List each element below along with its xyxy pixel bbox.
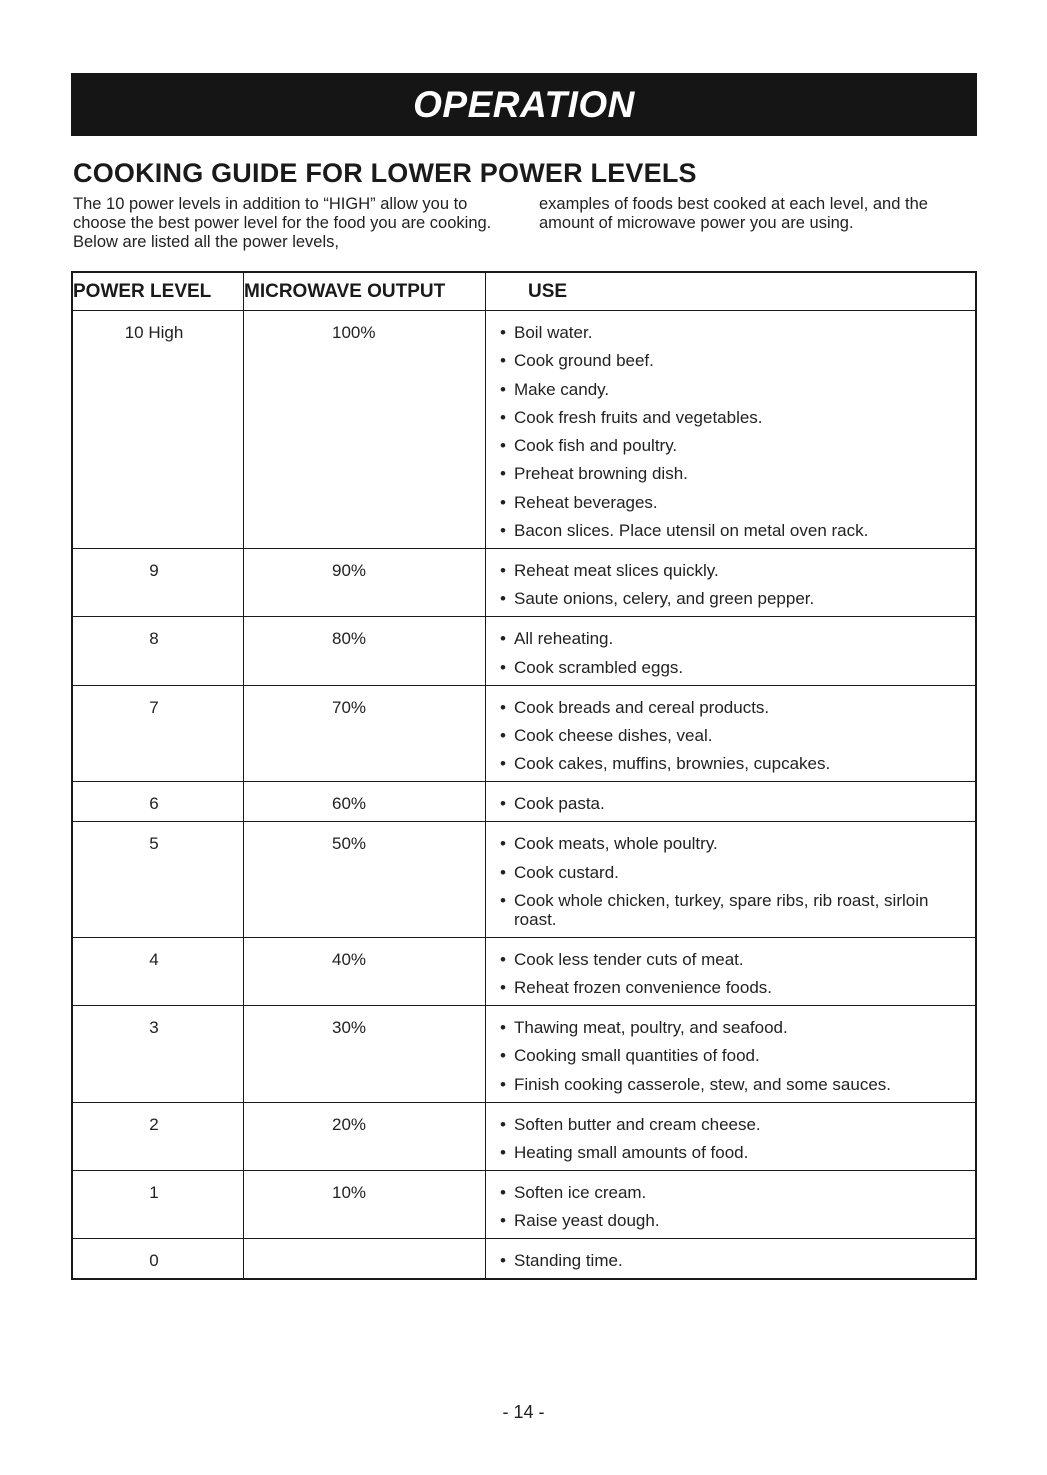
bullet-icon: • <box>500 379 506 399</box>
use-list <box>486 686 975 782</box>
power-level-cell <box>72 1006 244 1103</box>
use-cell <box>486 1239 977 1280</box>
header-use: USE <box>486 272 977 311</box>
power-level-value: 1 <box>149 1183 159 1203</box>
use-text: Heating small amounts of food. <box>514 1143 749 1163</box>
intro-text-right: examples of foods best cooked at each level, and the amount of microwave power you are using. <box>539 195 928 232</box>
power-level-value: 8 <box>149 629 159 649</box>
use-cell <box>486 685 977 782</box>
bullet-icon: • <box>500 492 506 512</box>
power-level-value: 7 <box>149 697 159 717</box>
use-item <box>500 950 975 969</box>
use-item <box>500 1115 975 1134</box>
table-row <box>72 617 976 685</box>
use-text: Standing time. <box>514 1251 623 1271</box>
use-text: Finish cooking casserole, stew, and some sauces. <box>514 1074 892 1094</box>
use-cell <box>486 822 977 938</box>
use-text: Cook scrambled eggs. <box>514 657 684 677</box>
use-text: Raise yeast dough. <box>514 1211 660 1231</box>
power-level-cell <box>72 685 244 782</box>
bullet-icon: • <box>500 697 506 717</box>
intro-text-left: The 10 power levels in addition to “HIGH” allow you to choose the best power level for the food you are cooking. Below are listed all the power levels, <box>73 195 492 251</box>
use-text: Reheat frozen convenience foods. <box>514 978 773 998</box>
header-microwave-output: MICROWAVE OUTPUT <box>244 272 486 311</box>
table-row <box>72 1102 976 1170</box>
bullet-icon: • <box>500 1074 506 1094</box>
microwave-output-value: 30% <box>332 1018 367 1038</box>
power-level-value: 6 <box>149 794 159 814</box>
bullet-icon: • <box>500 521 506 541</box>
microwave-output-cell <box>244 822 486 938</box>
power-level-value: 0 <box>149 1251 159 1271</box>
use-text: Preheat browning dish. <box>514 464 688 484</box>
microwave-output-value: 40% <box>332 949 367 969</box>
use-list <box>486 1171 975 1238</box>
power-level-cell <box>72 822 244 938</box>
section-banner <box>71 73 977 136</box>
bullet-icon: • <box>500 949 506 969</box>
bullet-icon: • <box>500 1211 506 1231</box>
use-list <box>486 617 975 684</box>
power-level-value: 3 <box>149 1018 159 1038</box>
use-item <box>500 493 975 512</box>
use-item <box>500 658 975 677</box>
use-cell <box>486 782 977 822</box>
power-level-value: 5 <box>149 834 159 854</box>
bullet-icon: • <box>500 351 506 371</box>
page-heading: COOKING GUIDE FOR LOWER POWER LEVELS <box>73 158 697 188</box>
table-row <box>72 311 976 549</box>
power-level-cell <box>72 1239 244 1280</box>
power-level-cell <box>72 1102 244 1170</box>
table-row <box>72 782 976 822</box>
use-text: Cook ground beef. <box>514 351 654 371</box>
use-item <box>500 589 975 608</box>
table-row <box>72 685 976 782</box>
table-row <box>72 937 976 1005</box>
table-row <box>72 1239 976 1280</box>
bullet-icon: • <box>500 1018 506 1038</box>
use-text: Saute onions, celery, and green pepper. <box>514 589 815 609</box>
power-level-table <box>71 271 977 1280</box>
bullet-icon: • <box>500 657 506 677</box>
use-text: Bacon slices. Place utensil on metal oven rack. <box>514 521 869 541</box>
use-cell <box>486 311 977 549</box>
power-level-cell <box>72 549 244 617</box>
power-level-cell <box>72 782 244 822</box>
microwave-output-cell <box>244 1171 486 1239</box>
use-item <box>500 1143 975 1162</box>
table-header-row <box>72 272 976 311</box>
power-level-value: 10 High <box>124 323 184 342</box>
microwave-output-value: 90% <box>332 561 367 581</box>
use-list <box>486 549 975 616</box>
use-list <box>486 1239 975 1278</box>
power-level-cell <box>72 311 244 549</box>
microwave-output-value: 100% <box>332 323 376 342</box>
use-list <box>486 1103 975 1170</box>
bullet-icon: • <box>500 1114 506 1134</box>
bullet-icon: • <box>500 794 506 814</box>
bullet-icon: • <box>500 978 506 998</box>
use-item <box>500 891 975 929</box>
microwave-output-value: 10% <box>332 1183 367 1203</box>
bullet-icon: • <box>500 1251 506 1271</box>
header-power-level: POWER LEVEL <box>72 272 244 311</box>
use-item <box>500 754 975 773</box>
use-item <box>500 380 975 399</box>
use-cell <box>486 1006 977 1103</box>
use-text: Cook cheese dishes, veal. <box>514 725 713 745</box>
bullet-icon: • <box>500 629 506 649</box>
microwave-output-cell <box>244 1239 486 1280</box>
use-item <box>500 521 975 540</box>
microwave-output-cell <box>244 685 486 782</box>
use-item <box>500 629 975 648</box>
use-text: Cook cakes, muffins, brownies, cupcakes. <box>514 754 831 774</box>
power-level-cell <box>72 617 244 685</box>
use-item <box>500 351 975 370</box>
use-item <box>500 408 975 427</box>
microwave-output-value: 20% <box>332 1114 367 1134</box>
use-text: Thawing meat, poultry, and seafood. <box>514 1018 788 1038</box>
use-item <box>500 1211 975 1230</box>
use-text: Boil water. <box>514 323 593 342</box>
microwave-output-value: 50% <box>332 834 367 854</box>
power-level-value: 2 <box>149 1114 159 1134</box>
use-item <box>500 978 975 997</box>
microwave-output-cell <box>244 1102 486 1170</box>
use-cell <box>486 937 977 1005</box>
use-cell <box>486 549 977 617</box>
bullet-icon: • <box>500 834 506 854</box>
use-text: Reheat beverages. <box>514 492 658 512</box>
use-list <box>486 1006 975 1102</box>
microwave-output-value <box>244 1239 485 1251</box>
microwave-output-value: 60% <box>332 794 367 814</box>
bullet-icon: • <box>500 464 506 484</box>
page-number: - 14 - <box>502 1402 545 1422</box>
use-cell <box>486 1102 977 1170</box>
power-level-value: 9 <box>149 561 159 581</box>
use-item <box>500 863 975 882</box>
bullet-icon: • <box>500 725 506 745</box>
use-text: Cook fresh fruits and vegetables. <box>514 407 763 427</box>
use-cell <box>486 617 977 685</box>
microwave-output-value: 70% <box>332 697 367 717</box>
power-level-cell <box>72 1171 244 1239</box>
use-item <box>500 561 975 580</box>
power-level-cell <box>72 937 244 1005</box>
use-text: Cook meats, whole poultry. <box>514 834 718 854</box>
microwave-output-cell <box>244 782 486 822</box>
use-item <box>500 464 975 483</box>
use-text: Cook breads and cereal products. <box>514 697 770 717</box>
bullet-icon: • <box>500 1183 506 1203</box>
banner-title: OPERATION <box>413 83 635 125</box>
use-list <box>486 938 975 1005</box>
use-item <box>500 1046 975 1065</box>
use-list <box>486 782 975 821</box>
use-text: Cook less tender cuts of meat. <box>514 949 744 969</box>
use-item <box>500 794 975 813</box>
use-item <box>500 726 975 745</box>
bullet-icon: • <box>500 436 506 456</box>
use-item <box>500 834 975 853</box>
bullet-icon: • <box>500 1046 506 1066</box>
use-item <box>500 323 975 342</box>
use-text: Cooking small quantities of food. <box>514 1046 760 1066</box>
use-text: Cook fish and poultry. <box>514 436 678 456</box>
bullet-icon: • <box>500 407 506 427</box>
microwave-output-cell <box>244 937 486 1005</box>
use-text: Cook custard. <box>514 862 619 882</box>
use-text: Make candy. <box>514 379 610 399</box>
use-text: Cook pasta. <box>514 794 605 814</box>
use-text: Cook whole chicken, turkey, spare ribs, rib roast, sirloin roast. <box>514 890 929 929</box>
use-list <box>486 822 975 937</box>
microwave-output-cell <box>244 311 486 549</box>
use-item <box>500 1018 975 1037</box>
bullet-icon: • <box>500 323 506 342</box>
use-item <box>500 436 975 455</box>
use-cell <box>486 1171 977 1239</box>
table-body <box>72 311 976 1280</box>
use-text: All reheating. <box>514 629 614 649</box>
table-row <box>72 822 976 938</box>
use-text: Reheat meat slices quickly. <box>514 561 719 581</box>
use-text: Soften butter and cream cheese. <box>514 1114 761 1134</box>
use-item <box>500 1251 975 1270</box>
bullet-icon: • <box>500 890 506 910</box>
table-row <box>72 1171 976 1239</box>
microwave-output-cell <box>244 617 486 685</box>
use-item <box>500 1075 975 1094</box>
power-level-value: 4 <box>149 949 159 969</box>
bullet-icon: • <box>500 754 506 774</box>
bullet-icon: • <box>500 561 506 581</box>
bullet-icon: • <box>500 589 506 609</box>
bullet-icon: • <box>500 1143 506 1163</box>
use-item <box>500 698 975 717</box>
table-row <box>72 549 976 617</box>
table-row <box>72 1006 976 1103</box>
use-item <box>500 1183 975 1202</box>
microwave-output-value: 80% <box>332 629 367 649</box>
use-list <box>486 311 975 548</box>
use-text: Soften ice cream. <box>514 1183 647 1203</box>
bullet-icon: • <box>500 862 506 882</box>
microwave-output-cell <box>244 549 486 617</box>
microwave-output-cell <box>244 1006 486 1103</box>
